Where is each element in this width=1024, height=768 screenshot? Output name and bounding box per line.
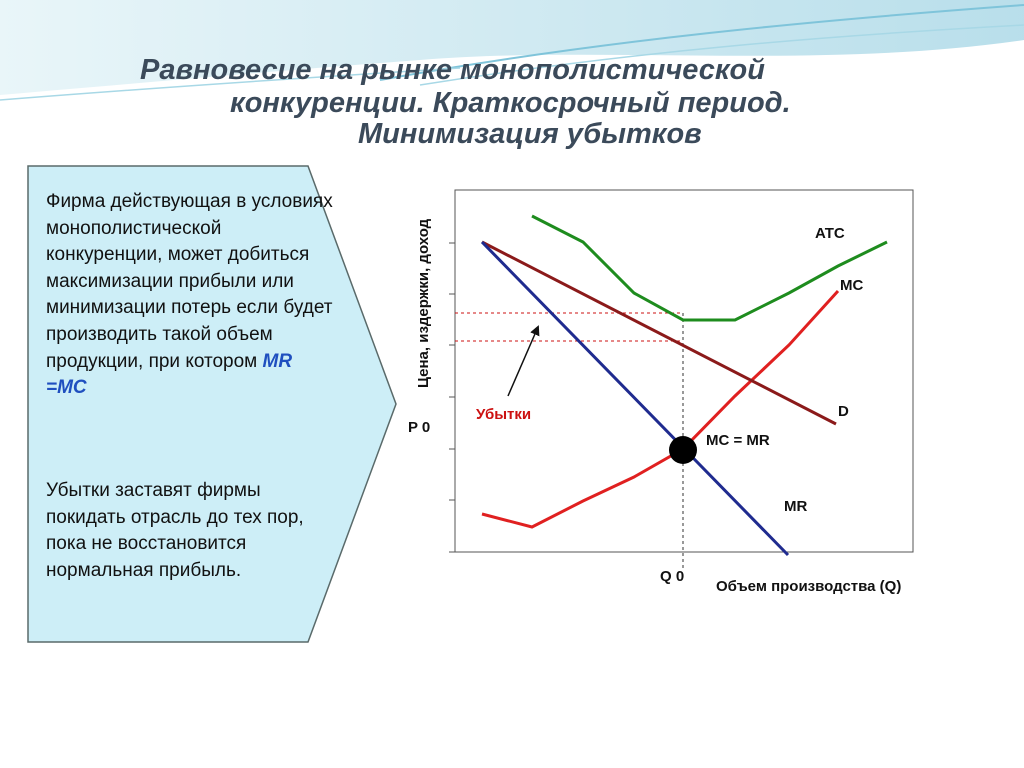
- callout-paragraph-1-text: Фирма действующая в условиях монополистической конкуренции, может добиться максимизации прибыли или минимизации потерь если будет производить такой объем продукции, при котором: [46, 191, 333, 372]
- title-line-1: Равновесие на рынке монополистической: [140, 54, 765, 86]
- plot-area: [455, 190, 913, 552]
- x-axis-label: Объем производства (Q): [716, 578, 902, 595]
- y-axis-ticks: [449, 243, 455, 552]
- equilibrium-label: MC = MR: [706, 432, 770, 449]
- demand-label: D: [838, 403, 849, 420]
- title-line-2: конкуренции. Краткосрочный период.: [230, 87, 791, 119]
- mr-label: MR: [784, 498, 808, 515]
- y-axis-label: Цена, издержки, доход: [415, 218, 432, 388]
- q0-label: Q 0: [660, 568, 685, 585]
- title-line-3: Минимизация убытков: [358, 118, 702, 150]
- callout-paragraph-2: Убытки заставят фирмы покидать отрасль до тех пор, пока не восстановится нормальная прибыль.: [46, 480, 304, 581]
- mr-mc-highlight: MR =MC: [46, 350, 293, 399]
- atc-label: ATC: [815, 225, 845, 242]
- equilibrium-point: [669, 436, 697, 464]
- mc-label: MC: [840, 277, 864, 294]
- p0-label: P 0: [408, 419, 431, 436]
- losses-label: Убытки: [476, 406, 532, 423]
